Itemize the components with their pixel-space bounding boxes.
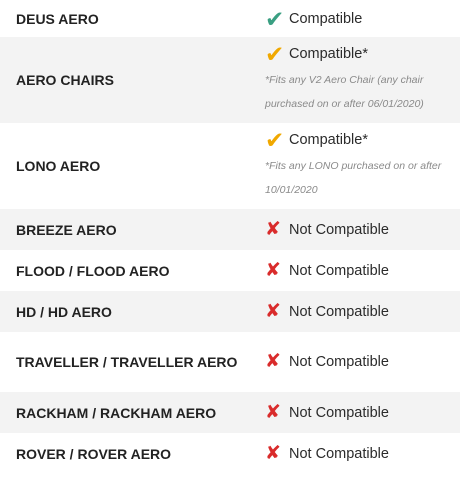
cross-icon: ✘ (265, 351, 281, 372)
model-name: FLOOD / FLOOD AERO (16, 262, 170, 279)
model-name: LONO AERO (16, 158, 101, 174)
status-label: Compatible* (289, 46, 368, 62)
table-row (0, 332, 460, 392)
status-label: Not Compatible (289, 354, 389, 370)
status-label: Not Compatible (289, 221, 389, 238)
table-row (0, 123, 460, 209)
status-label: Not Compatible (289, 262, 389, 279)
footnote: *Fits any LONO purchased on or after 10/01/2020 (265, 160, 442, 196)
cross-icon: ✘ (265, 443, 281, 464)
table-row (0, 0, 460, 37)
table-row (0, 392, 460, 433)
status-label: Not Compatible (289, 303, 389, 320)
model-name: DEUS AERO (16, 10, 99, 27)
status-label: Not Compatible (289, 404, 389, 421)
check-icon: ✔ (265, 127, 285, 153)
model-name: AERO CHAIRS (16, 72, 115, 88)
status-label: Compatible* (289, 132, 368, 148)
status-label: Not Compatible (289, 446, 389, 462)
table-row (0, 250, 460, 291)
cross-icon: ✘ (265, 300, 281, 322)
model-name: RACKHAM / RACKHAM AERO (16, 404, 217, 421)
table-row (0, 37, 460, 123)
model-name: HD / HD AERO (16, 303, 112, 320)
status-label: Compatible (289, 10, 363, 27)
cross-icon: ✘ (265, 218, 281, 240)
model-name: TRAVELLER / TRAVELLER AERO (16, 354, 238, 370)
check-icon: ✔ (265, 41, 285, 67)
cross-icon: ✘ (265, 401, 281, 423)
footnote: *Fits any V2 Aero Chair (any chair purchased on or after 06/01/2020) (265, 74, 424, 110)
table-row (0, 209, 460, 250)
table-row (0, 291, 460, 332)
table-row (0, 433, 460, 475)
check-icon: ✔ (265, 5, 285, 32)
cross-icon: ✘ (265, 259, 281, 281)
model-name: BREEZE AERO (16, 221, 117, 238)
model-name: ROVER / ROVER AERO (16, 446, 172, 462)
